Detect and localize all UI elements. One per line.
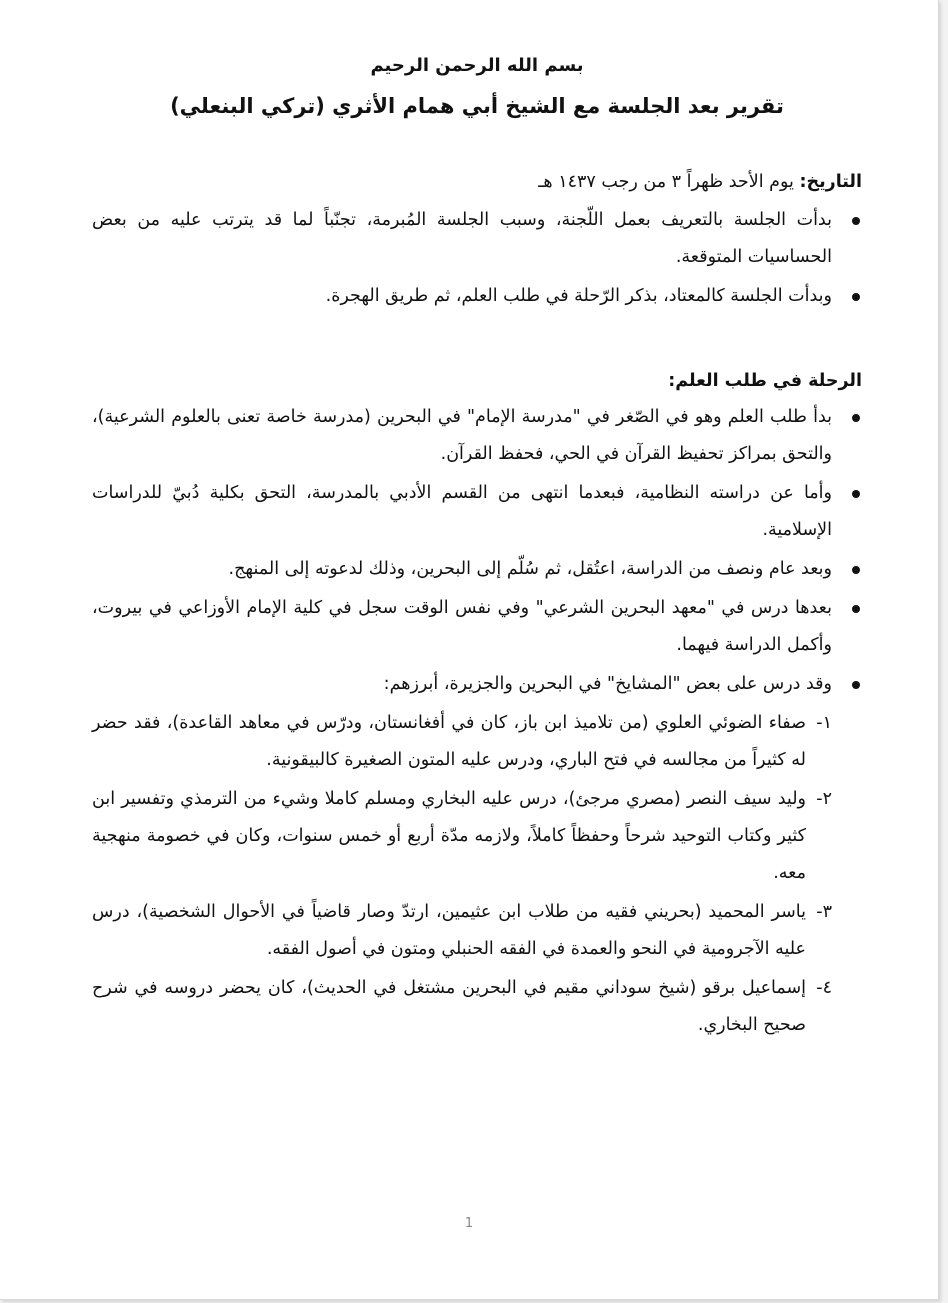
date-value: يوم الأحد ظهراً ٣ من رجب ١٤٣٧ هـ: [538, 172, 794, 192]
item-number: ٣-: [816, 902, 832, 922]
bullet-icon: [852, 605, 860, 613]
list-item: [92, 278, 862, 315]
list-item-text: بعدها درس في "معهد البحرين الشرعي" وفي نفس الوقت سجل في كلية الإمام الأوزاعي في بيروت، وأكمل الدراسة فيهما.: [92, 598, 832, 655]
date-label: التاريخ:: [799, 172, 862, 192]
item-text: وليد سيف النصر (مصري مرجئ)، درس عليه البخاري ومسلم كاملا وشيء من الترمذي وتفسير ابن كثير وكتاب التوحيد شرحاً وحفظاً كاملاً، ولازمه مدّة أربع أو خمس سنوات، وكان في خصومة منهجية معه.: [92, 789, 806, 883]
item-text: صفاء الضوئي العلوي (من تلاميذ ابن باز، كان في أفغانستان، ودرّس في معاهد القاعدة)، فقد حضر له كثيراً من مجالسه في فتح الباري، ودرس عليه المتون الصغيرة كالبيقونية.: [92, 713, 806, 770]
list-item-text: وأما عن دراسته النظامية، فبعدما انتهى من القسم الأدبي بالمدرسة، التحق بكلية دُبيّ للدراسات الإسلامية.: [92, 483, 832, 540]
page-number: 1: [464, 1216, 474, 1231]
list-item-text: بدأت الجلسة بالتعريف بعمل اللّجنة، وسبب الجلسة المُبرمة، تجنّباً لما قد يترتب عليه من بعض الحساسيات المتوقعة.: [92, 210, 832, 267]
list-item: [92, 475, 862, 549]
item-text: ياسر المحميد (بحريني فقيه من طلاب ابن عثيمين، ارتدّ وصار قاضياً في الأحوال الشخصية)، درس عليه الآجرومية في النحو والعمدة في الفقه الحنبلي ومتون في أصول الفقه.: [92, 902, 806, 959]
shuyukh-list: [92, 705, 862, 1044]
list-item-text: وبدأت الجلسة كالمعتاد، بذكر الرّحلة في طلب العلم، ثم طريق الهجرة.: [325, 286, 832, 306]
item-number: ١-: [816, 713, 832, 733]
bullet-icon: [852, 414, 860, 422]
numbered-item: [92, 970, 832, 1044]
basmala: بسم الله الرحمن الرحيم: [370, 55, 584, 76]
item-text: إسماعيل برقو (شيخ سوداني مقيم في البحرين مشتغل في الحديث)، كان يحضر دروسه في شرح صحيح البخاري.: [92, 978, 806, 1035]
section-heading: الرحلة في طلب العلم:: [668, 371, 862, 391]
item-number: ٤-: [816, 978, 832, 998]
bullet-icon: [852, 293, 860, 301]
list-item: [92, 202, 862, 276]
numbered-item: [92, 705, 832, 779]
list-item-text: وقد درس على بعض "المشايخ" في البحرين والجزيرة، أبرزهم:: [383, 674, 832, 694]
list-item: [92, 551, 862, 588]
journey-list: [92, 399, 862, 703]
date-line: [92, 166, 862, 198]
list-item: [92, 666, 862, 703]
bullet-icon: [852, 681, 860, 689]
bullet-icon: [852, 217, 860, 225]
intro-list: [92, 202, 862, 315]
list-item: [92, 590, 862, 664]
document-title: تقرير بعد الجلسة مع الشيخ أبي همام الأثري (تركي البنعلي): [170, 94, 784, 118]
list-item-text: بدأ طلب العلم وهو في الصّغر في "مدرسة الإمام" في البحرين (مدرسة خاصة تعنى بالعلوم الشرعية)، والتحق بمراكز تحفيظ القرآن في الحي، فحفظ القرآن.: [92, 407, 832, 464]
bullet-icon: [852, 566, 860, 574]
item-number: ٢-: [816, 789, 832, 809]
numbered-item: [92, 781, 832, 892]
bullet-icon: [852, 490, 860, 498]
list-item: [92, 399, 862, 473]
document-body: [92, 46, 862, 1046]
list-item-text: وبعد عام ونصف من الدراسة، اعتُقل، ثم سُلّم إلى البحرين، وذلك لدعوته إلى المنهج.: [228, 559, 832, 579]
numbered-item: [92, 894, 832, 968]
